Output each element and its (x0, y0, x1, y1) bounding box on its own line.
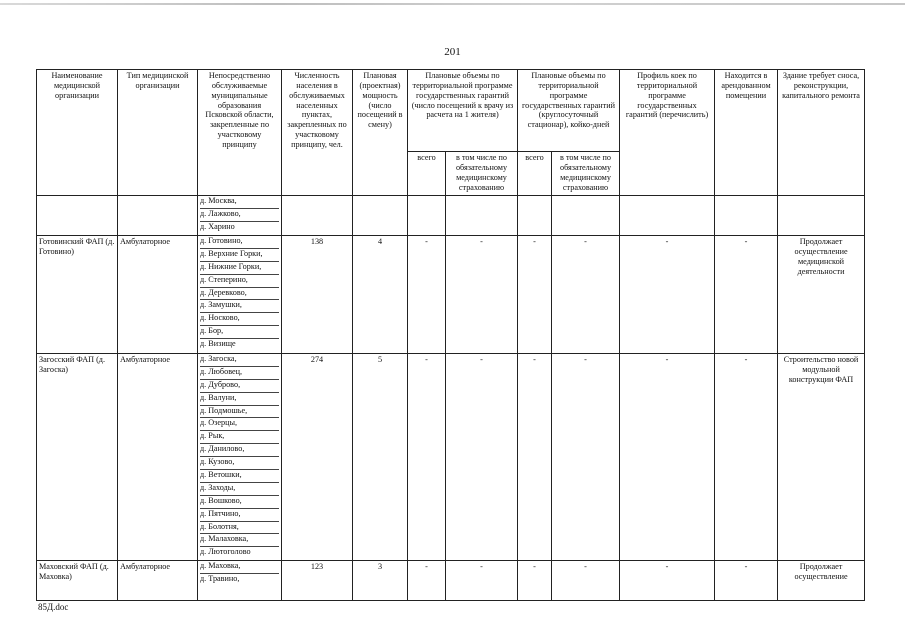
scan-edge-line (0, 3, 905, 5)
settlement-item: д. Подмошье, (200, 406, 279, 419)
settlements-cell (198, 354, 282, 561)
header-planned-territorial: Плановые объемы по территориальной программе государственных гарантий (число посещений к врачу из расчета на 1 жителя) (408, 70, 518, 152)
table-body (37, 196, 865, 601)
facility-type-cell: Амбулаторное (118, 236, 198, 354)
rented-cell: - (715, 354, 778, 561)
territorial-total-cell: - (408, 354, 446, 561)
settlement-item: д. Визище (200, 339, 236, 349)
stationary-oms-cell: - (552, 354, 620, 561)
population-cell: 274 (282, 354, 353, 561)
beds-profile-cell: - (620, 354, 715, 561)
facility-name-cell (37, 196, 118, 236)
subheader-incl-oms: в том числе по обязательному медицинскому страхованию (552, 152, 620, 196)
facility-name-cell: Готовинский ФАП (д. Готовино) (37, 236, 118, 354)
settlement-item: д. Лютоголово (200, 547, 251, 557)
settlements-cell (198, 196, 282, 236)
page-number: 201 (444, 46, 461, 58)
settlements-cell (198, 236, 282, 354)
facility-type-cell: Амбулаторное (118, 561, 198, 601)
building-status-cell (778, 196, 865, 236)
settlement-item: д. Деревково, (200, 288, 279, 301)
settlement-item: д. Москва, (200, 196, 279, 209)
settlement-item: д. Дуброво, (200, 380, 279, 393)
settlement-item: д. Озерцы, (200, 418, 279, 431)
subheader-total: всего (518, 152, 552, 196)
header-population: Численность населения в обслуживаемых населенных пунктах, закрепленных по участковому принципу, чел. (282, 70, 353, 196)
stationary-total-cell: - (518, 561, 552, 601)
territorial-oms-cell (446, 196, 518, 236)
header-municipalities: Непосредственно обслуживаемые муниципальные образования Псковской области, закрепленные по участковому принципу (198, 70, 282, 196)
settlement-item: д. Готовино, (200, 236, 279, 249)
settlement-item: д. Малаховка, (200, 534, 279, 547)
header-type: Тип медицинской организации (118, 70, 198, 196)
subheader-total: всего (408, 152, 446, 196)
territorial-total-cell: - (408, 236, 446, 354)
facilities-table (36, 69, 865, 601)
settlement-item: д. Замушки, (200, 300, 279, 313)
settlement-item: д. Нижние Горки, (200, 262, 279, 275)
settlement-item: д. Рык, (200, 431, 279, 444)
header-capacity: Плановая (проектная) мощность (число посещений в смену) (353, 70, 408, 196)
header-building: Здание требует сноса, реконструкции, капитального ремонта (778, 70, 865, 196)
header-planned-stationary: Плановые объемы по территориальной программе государственных гарантий (круглосуточный стационар), койко-дней (518, 70, 620, 152)
stationary-oms-cell: - (552, 561, 620, 601)
settlement-item: д. Бор, (200, 326, 279, 339)
settlement-item: д. Валуни, (200, 393, 279, 406)
settlement-item: д. Загоска, (200, 354, 279, 367)
population-cell: 123 (282, 561, 353, 601)
settlement-item: д. Заходы, (200, 483, 279, 496)
settlements-cell (198, 561, 282, 601)
settlement-item: д. Вошково, (200, 496, 279, 509)
table-row (37, 196, 865, 236)
facility-name-cell: Маховский ФАП (д. Маховка) (37, 561, 118, 601)
settlement-item: д. Пятчино, (200, 509, 279, 522)
subheader-incl-oms: в том числе по обязательному медицинскому страхованию (446, 152, 518, 196)
building-status-cell: Строительство новой модульной конструкции ФАП (778, 354, 865, 561)
table-row (37, 236, 865, 354)
capacity-cell: 4 (353, 236, 408, 354)
settlement-item: д. Травино, (200, 573, 240, 583)
stationary-total-cell: - (518, 354, 552, 561)
territorial-oms-cell: - (446, 561, 518, 601)
territorial-oms-cell: - (446, 236, 518, 354)
stationary-oms-cell: - (552, 236, 620, 354)
beds-profile-cell (620, 196, 715, 236)
settlement-item: д. Лажково, (200, 209, 279, 222)
settlement-item: д. Маховка, (200, 561, 279, 574)
population-cell (282, 196, 353, 236)
settlement-item: д. Степерино, (200, 275, 279, 288)
facility-type-cell: Амбулаторное (118, 354, 198, 561)
stationary-oms-cell (552, 196, 620, 236)
territorial-oms-cell: - (446, 354, 518, 561)
capacity-cell: 5 (353, 354, 408, 561)
table-row (37, 561, 865, 601)
settlement-item: д. Носково, (200, 313, 279, 326)
beds-profile-cell: - (620, 236, 715, 354)
header-name: Наименование медицинской организации (37, 70, 118, 196)
header-row (37, 70, 865, 152)
rented-cell: - (715, 236, 778, 354)
beds-profile-cell: - (620, 561, 715, 601)
facility-name-cell: Загосский ФАП (д. Загоска) (37, 354, 118, 561)
stationary-total-cell (518, 196, 552, 236)
capacity-cell: 3 (353, 561, 408, 601)
table-row (37, 354, 865, 561)
capacity-cell (353, 196, 408, 236)
settlement-item: д. Ветошки, (200, 470, 279, 483)
header-beds-profile: Профиль коек по территориальной программе государственных гарантий (перечислить) (620, 70, 715, 196)
footer-filename: 85Д.doc (38, 602, 69, 612)
settlement-item: д. Болотня, (200, 522, 279, 535)
settlement-item: д. Верхние Горки, (200, 249, 279, 262)
facility-type-cell (118, 196, 198, 236)
settlement-item: д. Любовец, (200, 367, 279, 380)
territorial-total-cell (408, 196, 446, 236)
rented-cell: - (715, 561, 778, 601)
population-cell: 138 (282, 236, 353, 354)
settlement-item: д. Харино (200, 221, 235, 231)
territorial-total-cell: - (408, 561, 446, 601)
stationary-total-cell: - (518, 236, 552, 354)
settlement-item: д. Данилово, (200, 444, 279, 457)
building-status-cell: Продолжает осуществление медицинской деятельности (778, 236, 865, 354)
settlement-item: д. Кузово, (200, 457, 279, 470)
header-rented: Находится в арендованном помещении (715, 70, 778, 196)
building-status-cell: Продолжает осуществление (778, 561, 865, 601)
rented-cell (715, 196, 778, 236)
